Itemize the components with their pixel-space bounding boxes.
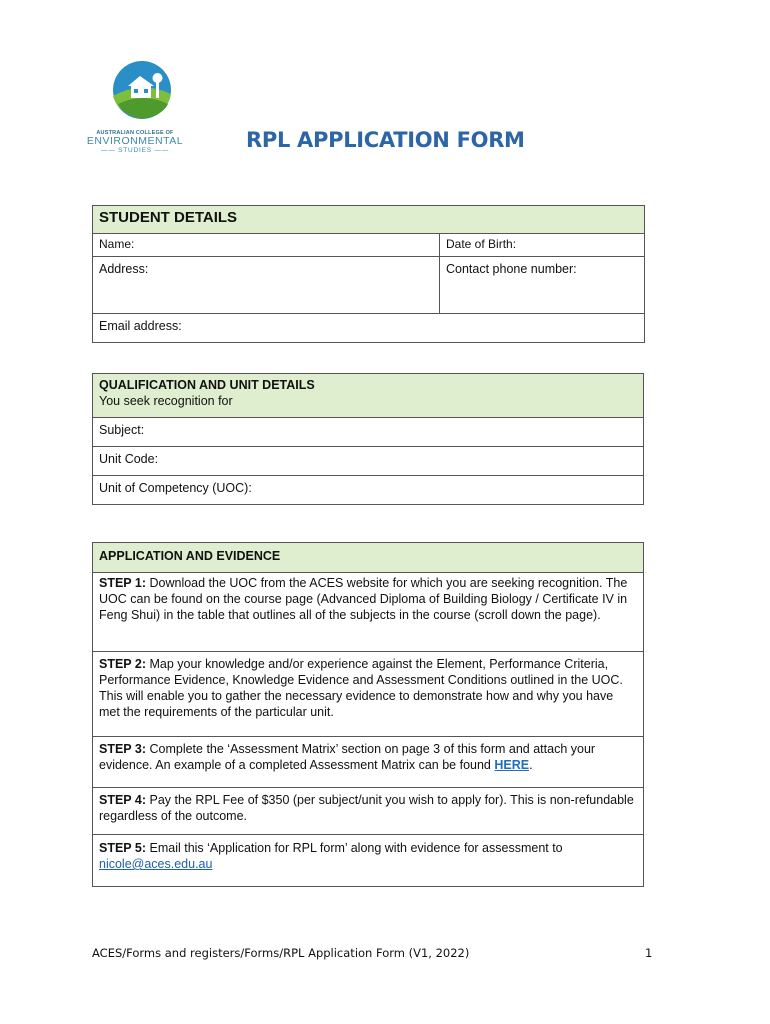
email-field[interactable]: Email address: (93, 314, 645, 343)
step-4-label: STEP 4: (99, 793, 147, 807)
address-field[interactable]: Address: (93, 257, 440, 314)
step-3 (93, 737, 644, 788)
application-table (92, 542, 644, 887)
step-1 (93, 573, 644, 652)
logo-line-3: —— STUDIES —— (100, 147, 170, 154)
subject-field[interactable]: Subject: (93, 418, 644, 447)
step-4 (93, 788, 644, 835)
here-link[interactable]: HERE (494, 758, 530, 772)
dob-field[interactable]: Date of Birth: (440, 234, 645, 257)
unit-code-field[interactable]: Unit Code: (93, 447, 644, 476)
student-details-heading: STUDENT DETAILS (93, 206, 645, 234)
step-1-text: Download the UOC from the ACES website for which you are seeking recognition. The UOC can be found on the course page (Advanced Diploma of Building Biology / Certificate IV in Feng Shui) in the table that outlines all of the subjects in the course (scroll down the page). (99, 576, 628, 622)
logo-line-1: AUSTRALIAN COLLEGE OF (96, 130, 174, 136)
qualification-table (92, 373, 644, 505)
step-1-label: STEP 1: (99, 576, 147, 590)
qualification-heading: QUALIFICATION AND UNIT DETAILS (99, 378, 315, 392)
step-2-label: STEP 2: (99, 657, 147, 671)
phone-field[interactable]: Contact phone number: (440, 257, 645, 314)
step-3-label: STEP 3: (99, 742, 147, 756)
name-field[interactable]: Name: (93, 234, 440, 257)
step-3-after: . (529, 758, 533, 772)
step-4-text: Pay the RPL Fee of $350 (per subject/unit you wish to apply for). This is non-refundable regardless of the outcome. (99, 793, 634, 823)
logo-line-3-text: STUDIES (118, 147, 152, 154)
uoc-field[interactable]: Unit of Competency (UOC): (93, 476, 644, 505)
step-2 (93, 652, 644, 737)
qualification-heading-cell (93, 374, 644, 418)
qualification-subheading: You seek recognition for (99, 394, 233, 408)
page-title: RPL APPLICATION FORM (246, 128, 525, 152)
step-5-text: Email this ‘Application for RPL form’ along with evidence for assessment to (146, 841, 563, 855)
logo-line-2: ENVIRONMENTAL (86, 135, 184, 147)
aces-logo (104, 60, 194, 172)
footer-path: ACES/Forms and registers/Forms/RPL Application Form (V1, 2022) (92, 946, 470, 960)
logo-text (80, 130, 190, 154)
email-link[interactable]: nicole@aces.edu.au (99, 857, 213, 871)
page-number: 1 (645, 946, 653, 960)
student-details-table (92, 205, 645, 343)
step-5 (93, 835, 644, 887)
step-3-text: Complete the ‘Assessment Matrix’ section on page 3 of this form and attach your evidence. An example of a completed Assessment Matrix can be found (99, 742, 596, 772)
step-2-text: Map your knowledge and/or experience against the Element, Performance Criteria, Performance Evidence, Knowledge Evidence and Assessment Conditions outlined in the UOC. This will enable you to gather the necessary evidence to demonstrate how and why you have met the requirements of the particular unit. (99, 657, 623, 719)
step-5-label: STEP 5: (99, 841, 147, 855)
application-heading: APPLICATION AND EVIDENCE (93, 543, 644, 573)
